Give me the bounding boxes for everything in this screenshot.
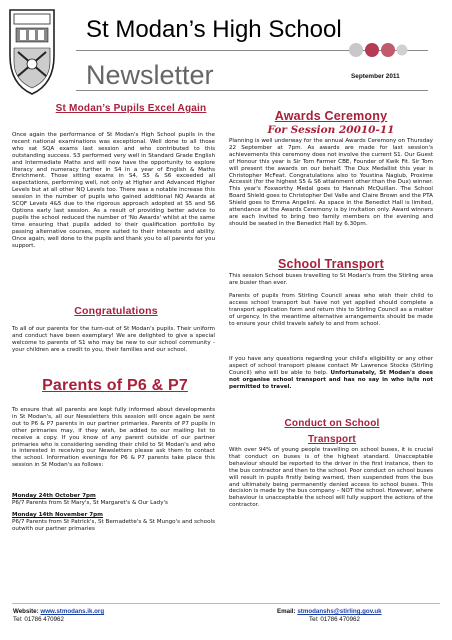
issue-date: September 2011 <box>351 73 400 80</box>
heading-parents-p6-p7: Parents of P6 & P7 <box>42 377 188 394</box>
transport-questions-text: If you have any questions regarding your child's eligibility or any other aspect of school transport please contact Mr Lawrence Stocks (Stirling Council) who will be able to help. Unfortunately, St Modan's does not organise school transport and has no say in who is/is not permitted to travel. <box>229 356 433 390</box>
transport-intro-text: This session School buses travelling to St Modan's from the Stirling area are busier than ever. <box>229 273 433 286</box>
school-crest-logo <box>4 6 60 96</box>
footer-tel-left: Tel: 01786 470962 <box>13 616 64 623</box>
awards-subheading: For Session 20010-11 <box>267 124 395 136</box>
heading-school-transport: School Transport <box>278 257 384 271</box>
awards-text: Planning is well underway for the annual Awards Ceremony on Thursday 22 September at 7pm. As awards are made for last session's achievements this ceremony does not involve the current S1. Our Guest of Honour this year is Sir Tom Farmer CBE, Founder of Kwik Fit. Sir Tom will present the awards on our behalf. The Dux Medallist this year is Christopher McFeat. Congratulations also to Youstina Nagiub, Proxime Accessit (for the highest S5 & S6 attainment other than the Dux) winner. This year's Foxworthy Medal goes to Hannah McQuillan. The School Board Shield goes to Christopher Del Valle and Claire Brown and the PTA Shield goes to Emma Angelini. As space in the Benedict Hall is limited, attendance at the Awards Ceremony is by invitation only. Award winners are each invited to bring two family members on the evening and should be seated in the Benedict Hall by 6.30pm. <box>229 138 433 227</box>
newsletter-title: Newsletter <box>86 60 214 90</box>
parents-text: To ensure that all parents are kept fully informed about developments in St Modan's, all our Newsletters this session will once again be sent out to P6 & P7 parents in our partner primaries. Parents of P7 pupils in other primaries may, if they wish, be added to our mailing list to receive a copy. If you know of any parent outside of our partner primaries who is considering sending their child to St Modan's and who is interested in receiving our Newsletters please ask them to contact the school. Information evenings for P6 & P7 parents take place this session in St Modan's as follows: <box>12 407 215 469</box>
footer-email <box>277 608 382 615</box>
website-label: Website: <box>13 608 39 615</box>
email-link[interactable]: stmodanshs@stirling.gov.uk <box>297 608 382 615</box>
header-rule-bottom <box>76 90 428 91</box>
congratulations-text: To all of our parents for the turn-out of St Modan's pupils. Their uniform and conduct have been exemplary! We are delighted to give a special welcome to parents of S1 who may be new to our school community - your children are a credit to you, their families and our school. <box>12 326 215 353</box>
info-evening-text-1: P6/7 Parents from St Mary's, St Margaret's & Our Lady's <box>12 500 168 506</box>
footer-divider <box>12 603 440 604</box>
transport-application-text: Parents of pupils from Stirling Council areas who wish their child to access school transport but have not yet applied should complete a transport application form and return this to Stirling Council as a matter of urgency. In the meantime alternative arrangements should be made to ensure your child travels safely to and from school. <box>229 293 433 327</box>
conduct-text: With over 94% of young people travelling on school buses, it is crucial that conduct on buses is of the highest standard. Unacceptable behaviour should be reported to the driver in the first instance, then to the bus contractor and then to the school. Poor conduct on school buses will result in pupils firstly being warned, then suspended from the bus and ultimately being permanently denied access to school buses. This decision is made by the bus company – NOT the school. However, where behaviour is unacceptable the school will fully support the actions of the contractor. <box>229 447 433 509</box>
heading-awards-ceremony: Awards Ceremony <box>274 109 388 123</box>
footer-tel-right: Tel: 01786 470962 <box>309 616 360 623</box>
heading-pupils-excel: St Modan’s Pupils Excel Again <box>55 103 207 114</box>
pupils-excel-text: Once again the performance of St Modan's High School pupils in the recent national examinations was exceptional. Well done to all those who sat SQA exams last session and who contributed to this outstanding success. S3 performed very well in Standard Grade English and Intermediate Maths and will now have the opportunity to explore literacy and numeracy further in S4 in a year of English & Maths Enrichment. Those sitting exams in S4, S5 & S6 exceeded all expectations, performing well, not only at Higher and Advanced Higher Levels but at all other NQ Levels too. There was a notable increase this session in the number of pupils who gained additional NQ Awards at SCQF Levels 4&5 due to the rigorous approach adopted at S5 and S6 Options early last session. As a result of providing better advice to pupils the school reduced the number of 'No Awards' whilst at the same time ensuring that pupils added to their qualification portfolio by passing alternative courses, more suited to their interests and ability. Once again, well done to the pupils and thank you to all parents for you support. <box>12 132 215 249</box>
website-link[interactable]: www.stmodans.ik.org <box>40 608 105 615</box>
info-evening-date-2: Monday 14th November 7pm <box>12 512 104 518</box>
school-name: St Modan’s High School <box>86 16 342 43</box>
info-evening-text-2: P6/7 Parents from St Patrick's, St Bernadette's & St Mungo's and schools outwith our partner primaries <box>12 519 215 532</box>
decorative-dots <box>348 40 428 60</box>
transport-notice-bold: Unfortunately, St Modan's does not organise school transport and has no say in who is/is not permitted to travel. <box>229 369 433 390</box>
email-label: Email: <box>277 608 296 615</box>
heading-conduct-transport: Conduct on School Transport <box>284 418 380 445</box>
footer-website <box>13 608 104 615</box>
heading-congratulations: Congratulations <box>74 305 158 317</box>
info-evening-date-1: Monday 24th October 7pm <box>12 493 96 499</box>
